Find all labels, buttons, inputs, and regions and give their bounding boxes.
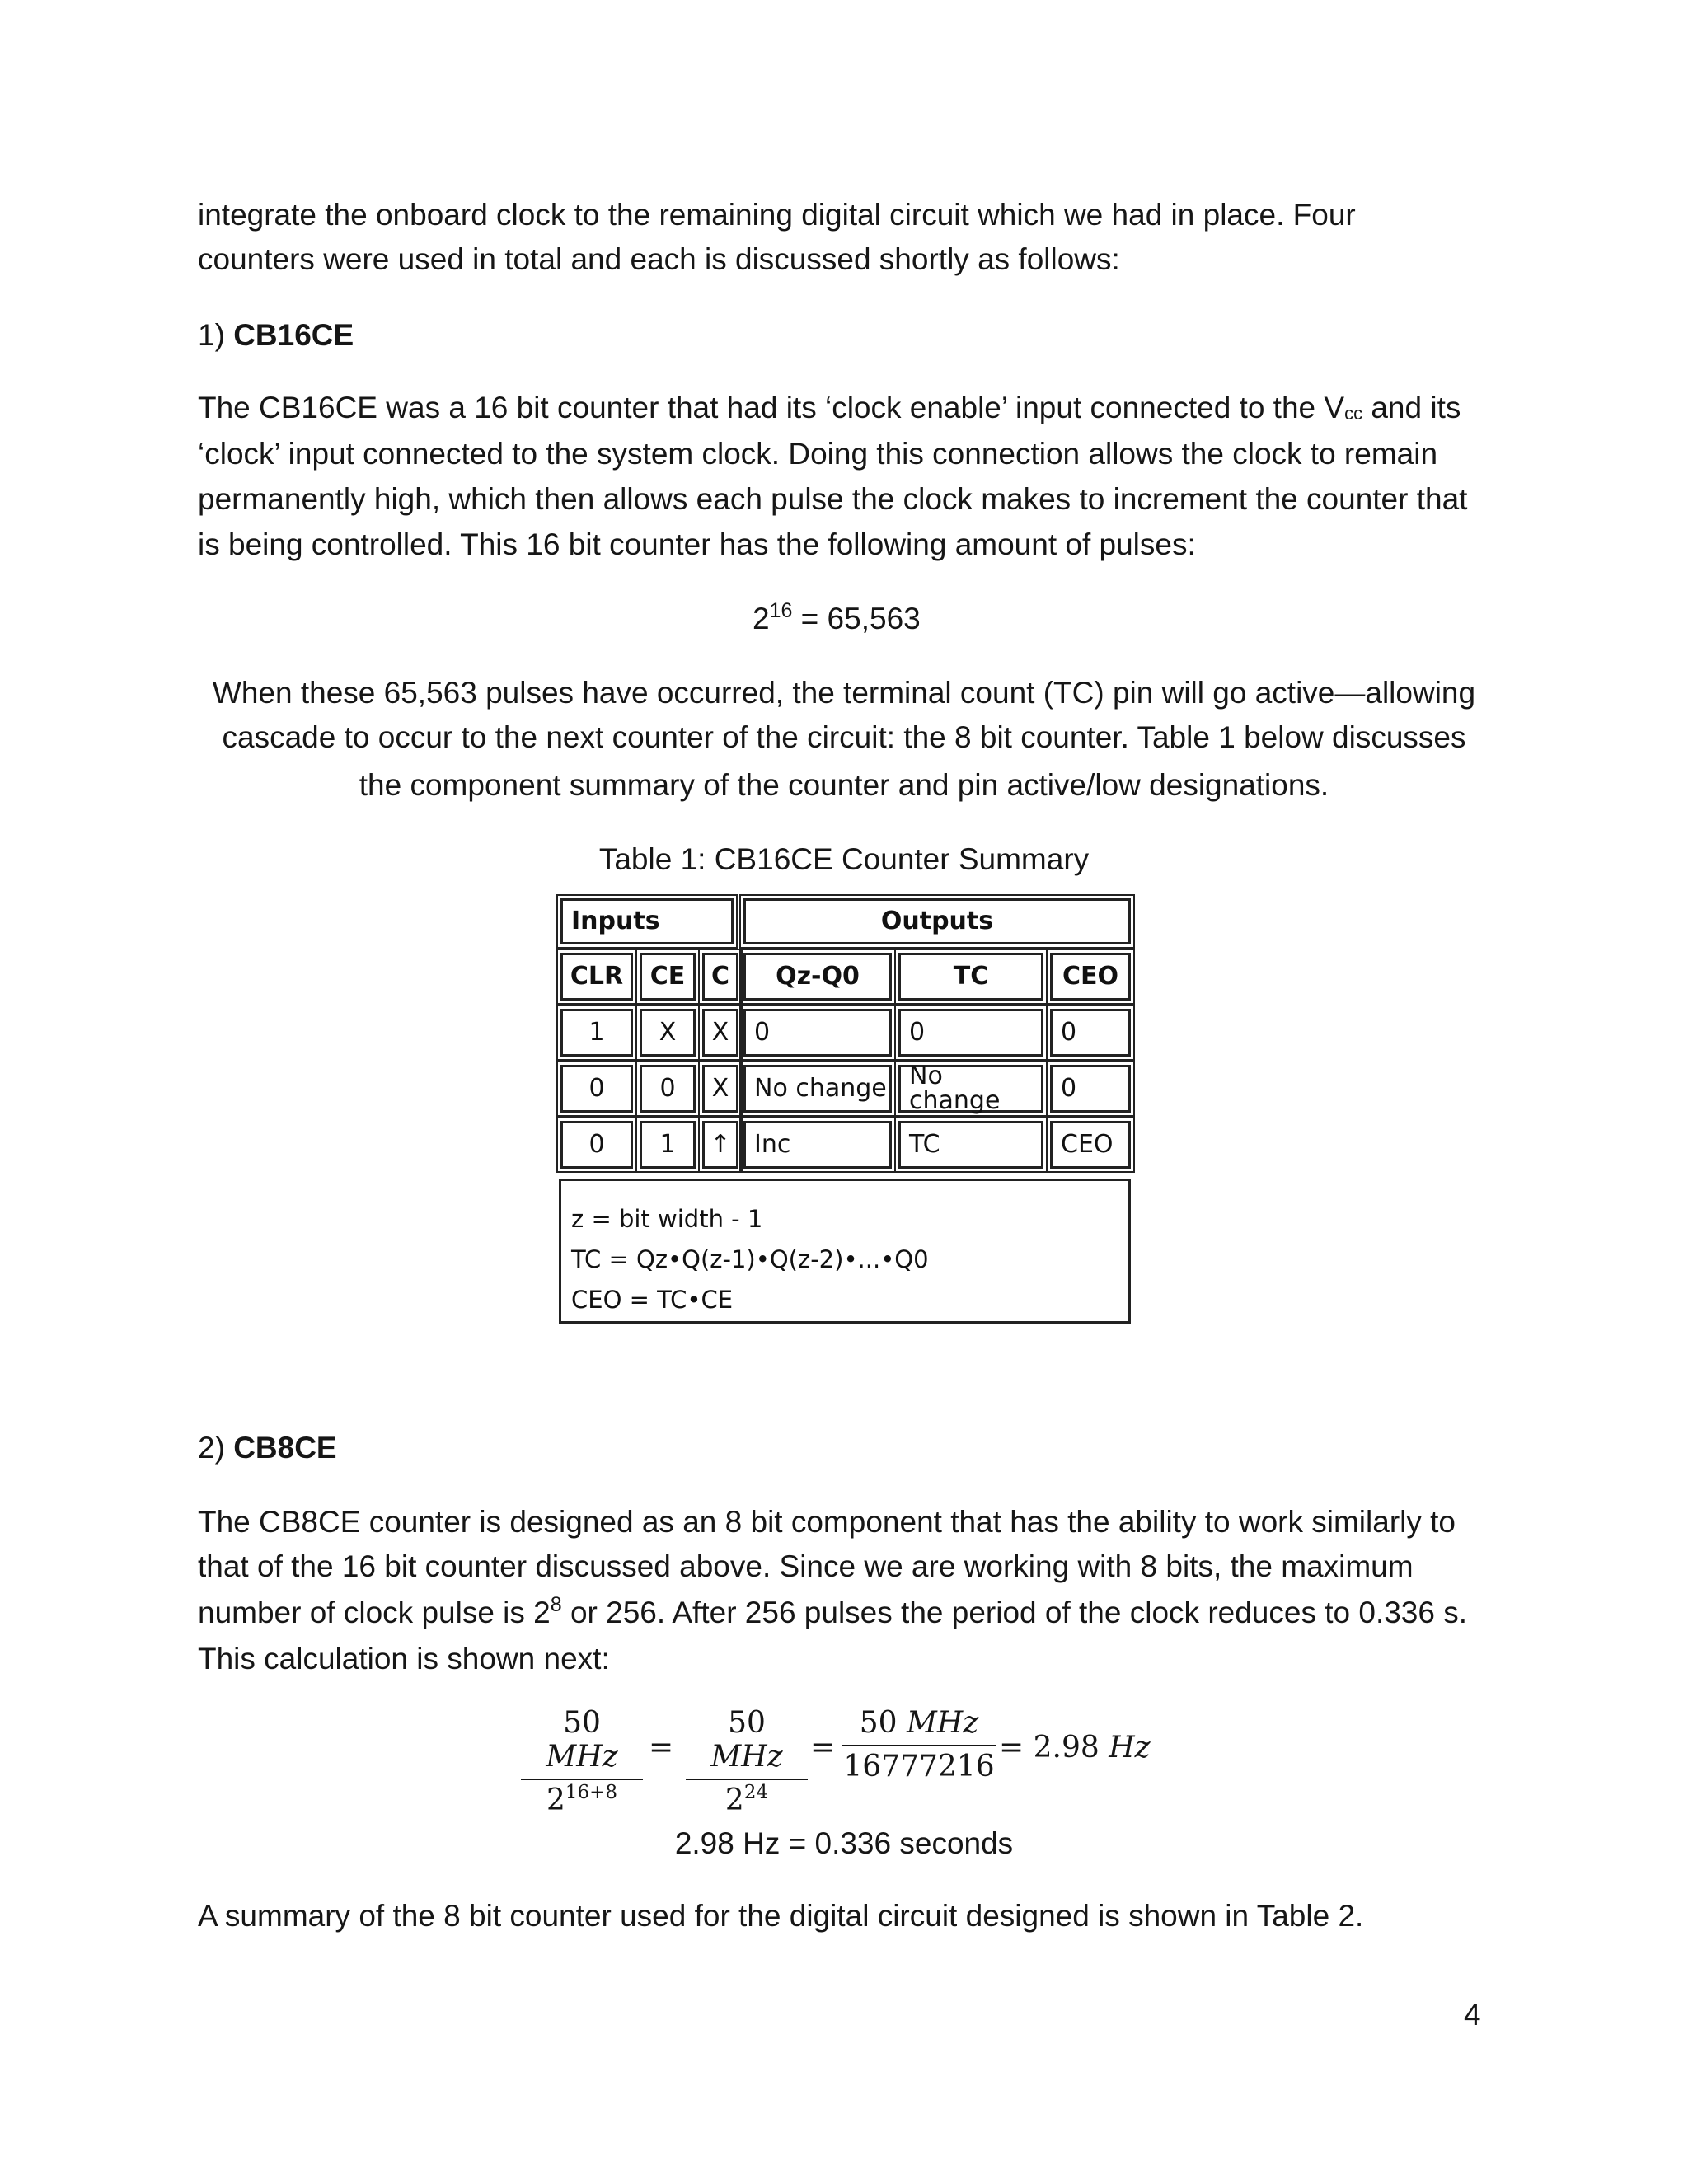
fraction-1-numerator [521,1706,643,1779]
num-value: 50 [728,1706,766,1740]
table-note: z = bit width - 1 [571,1205,763,1233]
table-1-caption: Table 1: CB16CE Counter Summary [598,842,1090,876]
table-notes [559,1179,1131,1324]
table-cell: X [640,1009,696,1057]
table-header-c: C [702,953,738,1001]
num-value: 50 [563,1706,601,1740]
section-1-para2-line-3: the component summary of the counter and pin active/low designations. [359,768,1329,802]
intro-line-2: counters were used in total and each is discussed shortly as follows: [198,242,1120,276]
table-cell: 0 [898,1009,1043,1057]
table-cell-arrow: ↑ [702,1121,738,1169]
eq-rest: = 65,563 [792,602,921,635]
den-exponent: 16+8 [565,1782,618,1803]
section-2-para-line-3 [198,1593,1468,1630]
table-cell: 1 [640,1121,696,1169]
para-text: number of clock pulse is 2 [198,1596,551,1629]
table-cell: 1 [560,1009,633,1057]
section-1-para-line-3: permanently high, which then allows each pulse the clock makes to increment the counter that [198,482,1468,516]
section-1-para2-line-2: cascade to occur to the next counter of the circuit: the 8 bit counter. Table 1 below discusses [222,720,1466,754]
table-note: TC = Qz•Q(z-1)•Q(z-2)•...•Q0 [571,1245,929,1273]
result-unit: Hz [1109,1731,1151,1765]
formula-result [999,1731,1151,1765]
fraction-3 [842,1706,996,1783]
table-cell: X [702,1065,738,1113]
table-cell: No change [743,1065,892,1113]
num-unit: MHz [710,1740,783,1774]
table-cell: 0 [1050,1009,1131,1057]
section-1-para-line-2: ‘clock’ input connected to the system clock. Doing this connection allows the clock to remain [198,437,1438,471]
fraction-2 [686,1706,808,1817]
pulse-equation [753,599,921,636]
table-cell: 0 [1050,1065,1131,1113]
pulse-exponent: 8 [550,1593,562,1616]
table-group-inputs: Inputs [560,898,734,944]
table-header-clr: CLR [560,953,633,1001]
eq-exponent: 16 [769,599,793,622]
table-note: CEO = TC•CE [571,1286,734,1314]
num-value: 50 [859,1706,907,1740]
vcc-subscript: cc [1344,403,1363,424]
section-2-para-line-4: This calculation is shown next: [198,1642,610,1675]
table-header-qz-q0: Qz-Q0 [743,953,892,1001]
frequency-formula [0,1706,1688,1817]
result-value: = 2.98 [999,1731,1109,1765]
table-cell: X [702,1009,738,1057]
fraction-3-numerator [842,1706,996,1745]
section-2-para-line-2: that of the 16 bit counter discussed above. Since we are working with 8 bits, the maximum [198,1549,1414,1583]
table-header-ceo: CEO [1050,953,1131,1001]
section-1-title: CB16CE [233,318,354,352]
num-unit: MHz [907,1706,979,1740]
para-text: or 256. After 256 pulses the period of the clock reduces to 0.336 s. [561,1596,1468,1629]
section-2-para-line-1: The CB8CE counter is designed as an 8 bit component that has the ability to work similarly to [198,1505,1456,1539]
section-1-para2-line-1: When these 65,563 pulses have occurred, the terminal count (TC) pin will go active—allowing [212,676,1476,710]
section-1-number: 1) [198,318,234,352]
equals-sign-2: = [810,1731,836,1765]
summary-line: A summary of the 8 bit counter used for the digital circuit designed is shown in Table 2. [198,1899,1364,1933]
table-cell: Inc [743,1121,892,1169]
table-cell: TC [898,1121,1043,1169]
section-1-para-line-4: is being controlled. This 16 bit counter has the following amount of pulses: [198,527,1196,561]
table-cell: 0 [560,1121,633,1169]
equals-sign-1: = [649,1731,674,1765]
section-2-number: 2) [198,1431,234,1465]
eq-base: 2 [753,602,770,635]
num-unit: MHz [546,1740,618,1774]
section-1-heading [198,318,354,353]
para-text: and its [1362,391,1461,424]
fraction-1 [521,1706,643,1817]
table-header-ce: CE [640,953,696,1001]
table-cell: 0 [743,1009,892,1057]
intro-line-1: integrate the onboard clock to the remaining digital circuit which we had in place. Four [198,198,1356,232]
fraction-2-numerator [686,1706,808,1779]
fraction-2-denominator [686,1780,808,1817]
den-exponent: 24 [743,1782,769,1803]
table-header-tc: TC [898,953,1043,1001]
den-base: 2 [724,1783,744,1817]
table-cell: CEO [1050,1121,1131,1169]
section-1-para-line-1 [198,391,1461,425]
table-cell: 0 [640,1065,696,1113]
conversion-line: 2.98 Hz = 0.336 seconds [674,1826,1014,1860]
para-text: The CB16CE was a 16 bit counter that had its ‘clock enable’ input connected to the V [198,391,1345,424]
table-cell: No change [898,1065,1043,1113]
fraction-3-denominator: 16777216 [843,1750,995,1783]
table-cell: 0 [560,1065,633,1113]
page-number: 4 [1464,1998,1481,2032]
table-group-outputs: Outputs [743,898,1131,944]
fraction-1-denominator [521,1780,643,1817]
den-base: 2 [546,1783,565,1817]
section-2-title: CB8CE [233,1431,337,1465]
section-2-heading [198,1431,337,1465]
